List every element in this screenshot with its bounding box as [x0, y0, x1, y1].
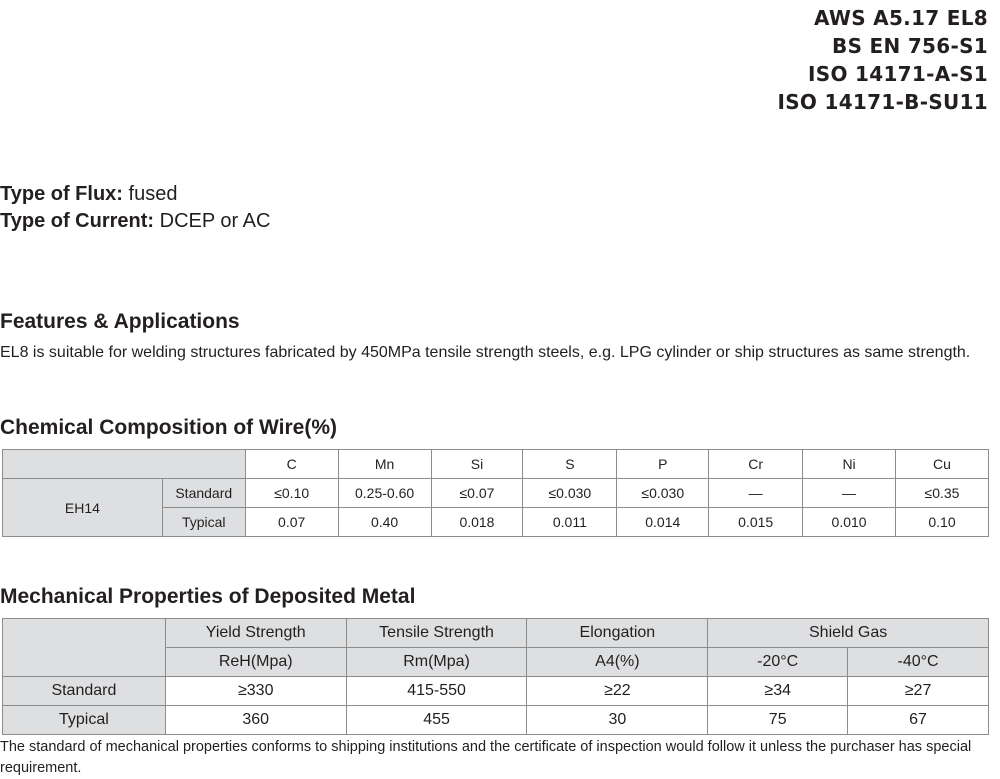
chem-grade-cell: EH14: [3, 479, 163, 537]
mech-cell: ≥330: [165, 677, 346, 706]
mech-temp-minus20: -20°C: [708, 648, 848, 677]
chem-cell: ≤0.35: [896, 479, 989, 508]
chem-cell: 0.10: [896, 508, 989, 537]
mech-cell: ≥27: [848, 677, 989, 706]
mech-header-row-1: [3, 619, 989, 648]
standard-iso-a: ISO 14171-A-S1: [808, 62, 988, 86]
features-heading: Features & Applications: [0, 310, 240, 333]
chem-cell: ≤0.030: [617, 479, 709, 508]
chem-cell: 0.011: [523, 508, 617, 537]
mech-heading: Mechanical Properties of Deposited Metal: [0, 585, 416, 608]
chem-row-label: Standard: [162, 479, 245, 508]
standard-iso-b: ISO 14171-B-SU11: [777, 90, 988, 114]
chem-cell: ≤0.10: [245, 479, 338, 508]
flux-type-label: Type of Flux:: [0, 183, 123, 205]
mech-header-yield: Yield Strength: [165, 619, 346, 648]
chem-header-c: C: [245, 450, 338, 479]
chem-header-si: Si: [431, 450, 523, 479]
chem-cell: 0.25-0.60: [338, 479, 431, 508]
chem-cell: 0.018: [431, 508, 523, 537]
mech-cell: ≥22: [527, 677, 708, 706]
mech-cell: 455: [346, 706, 527, 735]
chem-cell: ≤0.030: [523, 479, 617, 508]
standard-bs-en: BS EN 756-S1: [832, 34, 988, 58]
mech-cell: ≥34: [708, 677, 848, 706]
flux-info: [0, 181, 270, 235]
chem-header-p: P: [617, 450, 709, 479]
mech-cell: 75: [708, 706, 848, 735]
chem-header-ni: Ni: [803, 450, 896, 479]
chem-header-mn: Mn: [338, 450, 431, 479]
mech-row-standard: [3, 677, 989, 706]
mech-table: [2, 618, 989, 735]
mech-cell: 30: [527, 706, 708, 735]
chem-cell: 0.07: [245, 508, 338, 537]
mech-temp-minus40: -40°C: [848, 648, 989, 677]
chem-cell: —: [709, 479, 803, 508]
mech-cell: 360: [165, 706, 346, 735]
mech-header-shield-gas: Shield Gas: [708, 619, 989, 648]
chem-cell: 0.015: [709, 508, 803, 537]
chem-corner-cell: [3, 450, 246, 479]
chem-row-standard: [3, 479, 989, 508]
current-type-value: DCEP or AC: [159, 210, 271, 232]
mech-header-tensile: Tensile Strength: [346, 619, 527, 648]
mech-row-label: Typical: [3, 706, 166, 735]
chem-cell: 0.40: [338, 508, 431, 537]
chem-row-label: Typical: [162, 508, 245, 537]
mech-unit-a4: A4(%): [527, 648, 708, 677]
mech-corner-cell: [3, 619, 166, 677]
flux-type-line: [0, 181, 270, 208]
footnote: The standard of mechanical properties conforms to shipping institutions and the certificate of inspection would follow it unless the purchaser has special requirement.: [0, 739, 972, 776]
mech-unit-reh: ReH(Mpa): [165, 648, 346, 677]
standard-aws: AWS A5.17 EL8: [813, 6, 988, 30]
chem-heading: Chemical Composition of Wire(%): [0, 416, 337, 439]
mech-row-label: Standard: [3, 677, 166, 706]
chem-header-s: S: [523, 450, 617, 479]
chem-cell: 0.014: [617, 508, 709, 537]
mech-row-typical: [3, 706, 989, 735]
mech-cell: 67: [848, 706, 989, 735]
features-text: EL8 is suitable for welding structures fabricated by 450MPa tensile strength steels, e.g. LPG cylinder or ship structures as same strength.: [0, 344, 971, 361]
chem-header-row: [3, 450, 989, 479]
flux-type-value: fused: [128, 183, 178, 205]
chem-cell: —: [803, 479, 896, 508]
mech-unit-rm: Rm(Mpa): [346, 648, 527, 677]
chem-table: [2, 449, 989, 537]
mech-cell: 415-550: [346, 677, 527, 706]
chem-cell: ≤0.07: [431, 479, 523, 508]
mech-header-elongation: Elongation: [527, 619, 708, 648]
standards-list: [777, 4, 988, 116]
chem-header-cr: Cr: [709, 450, 803, 479]
current-type-line: [0, 208, 270, 235]
current-type-label: Type of Current:: [0, 210, 155, 232]
chem-cell: 0.010: [803, 508, 896, 537]
chem-header-cu: Cu: [896, 450, 989, 479]
